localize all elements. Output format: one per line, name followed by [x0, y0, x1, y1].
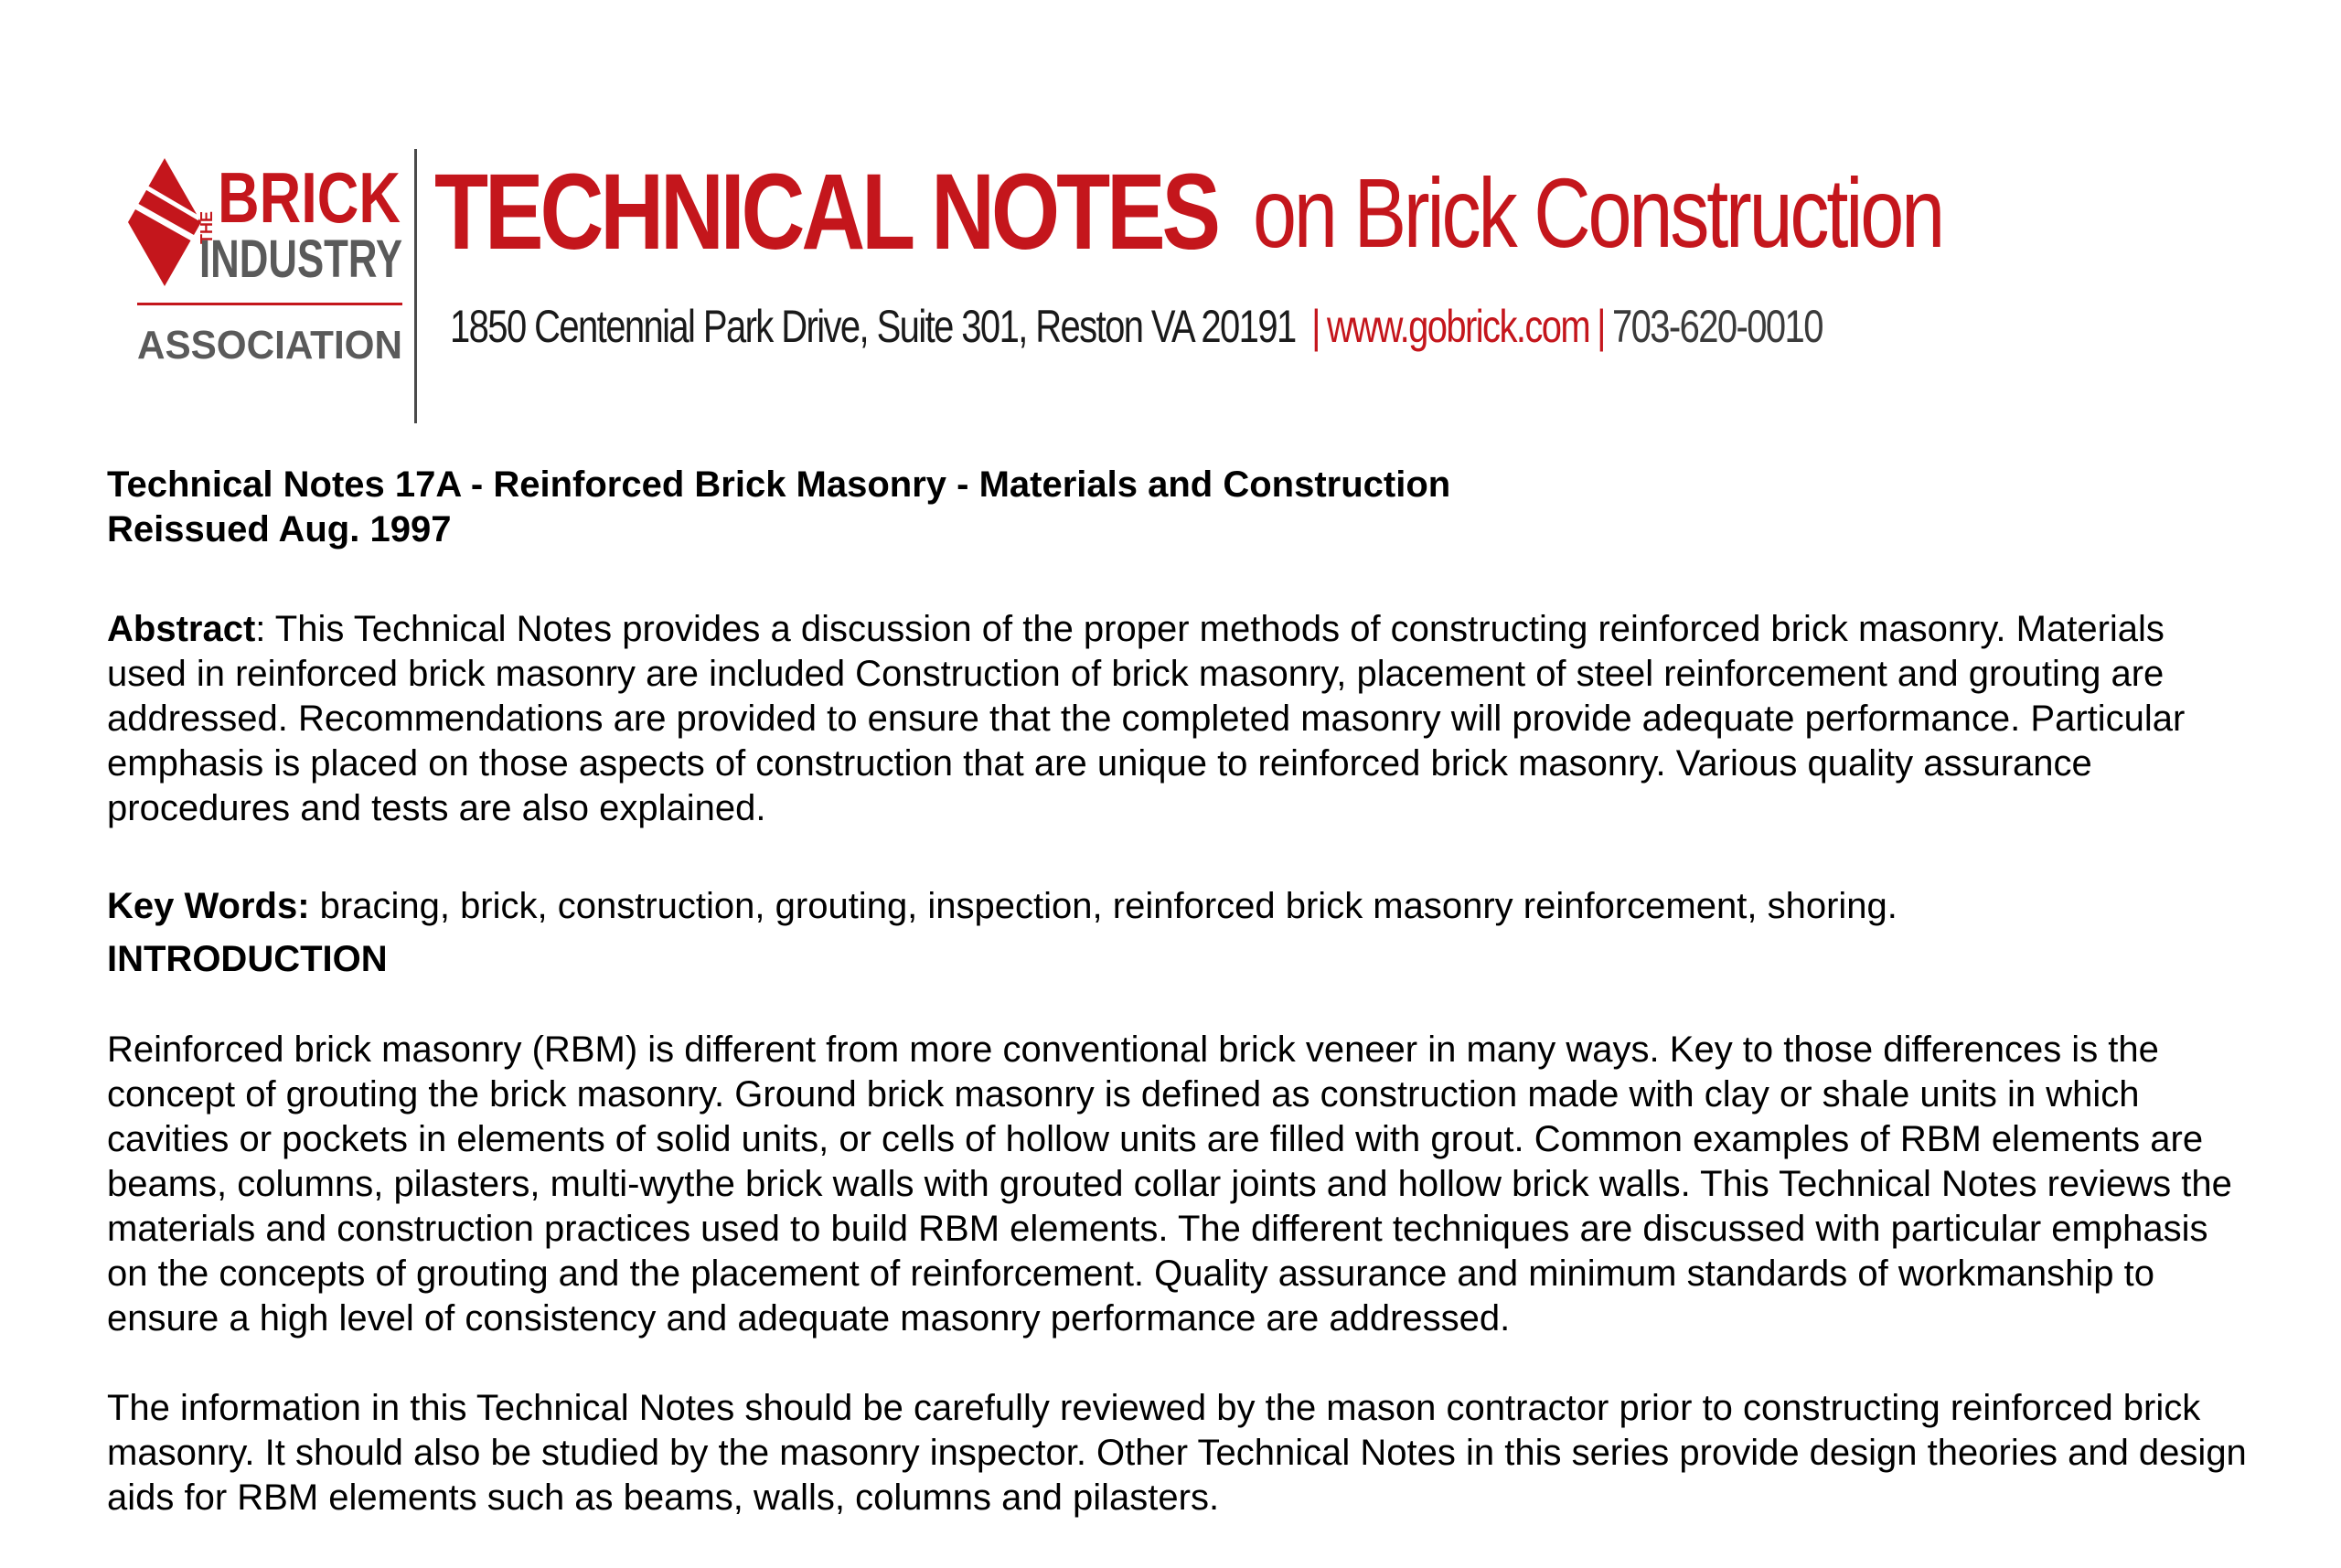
letterhead [119, 142, 1942, 425]
document-title-block [107, 463, 2247, 552]
bia-logo [119, 142, 412, 379]
headline-technical-notes: TECHNICAL NOTES [434, 152, 1217, 272]
contact-address: 1850 Centennial Park Drive, Suite 301, Reston VA 20191 [450, 301, 1296, 352]
letterhead-headline [434, 152, 1942, 272]
abstract-paragraph [107, 607, 2247, 831]
keywords-text: bracing, brick, construction, grouting, inspection, reinforced brick masonry reinforcement, shoring. [309, 886, 1897, 926]
logo-industry-text: INDUSTRY [199, 229, 402, 289]
abstract-label: Abstract [107, 609, 256, 649]
abstract-text: : This Technical Notes provides a discussion of the proper methods of constructing reinforced brick masonry. Materials used in reinforced brick masonry are included Construction of brick masonry, placement of steel reinforcement and grouting are addressed. Recommendations are provided to ensure that the completed masonry will provide adequate performance. Particular emphasis is placed on those aspects of construction that are unique to reinforced brick masonry. Various quality assurance procedures and tests are also explained. [107, 609, 2186, 828]
document-title: Technical Notes 17A - Reinforced Brick Masonry - Materials and Construction [107, 464, 1451, 505]
introduction-paragraph-2: The information in this Technical Notes should be carefully reviewed by the mason contractor prior to constructing reinforced brick masonry. It should also be studied by the masonry inspector. Other Technical Notes in this series provide design theories and design aids for RBM elements such as beams, walls, columns and pilasters. [107, 1388, 2247, 1518]
logo-brick-text: BRICK [218, 157, 401, 238]
keywords-paragraph [107, 884, 2247, 929]
document-body [107, 463, 2247, 1520]
headline-on-brick-construction: on Brick Construction [1253, 157, 1942, 268]
introduction-heading: INTRODUCTION [107, 939, 388, 979]
letterhead-contact-line [450, 301, 1823, 352]
letterhead-divider [414, 149, 417, 423]
keywords-label: Key Words: [107, 886, 310, 926]
logo-rule [137, 303, 402, 305]
contact-separator: | [1597, 301, 1605, 352]
contact-website-link[interactable]: www.gobrick.com [1326, 301, 1590, 352]
contact-separator: | [1311, 301, 1320, 352]
contact-phone: 703-620-0010 [1611, 301, 1823, 352]
logo-the-text: THE [198, 211, 216, 244]
logo-association-text: ASSOCIATION [137, 323, 402, 368]
introduction-paragraph-1: Reinforced brick masonry (RBM) is different from more conventional brick veneer in many ways. Key to those differences is the concept of grouting the brick masonry. Ground brick masonry is defined as construction made with clay or shale units in which cavities or pockets in elements of solid units, or cells of hollow units are filled with grout. Common examples of RBM elements are beams, columns, pilasters, multi-wythe brick walls with grouted collar joints and hollow brick walls. This Technical Notes reviews the materials and construction practices used to build RBM elements. The different techniques are discussed with particular emphasis on the concepts of grouting and the placement of reinforcement. Quality assurance and minimum standards of workmanship to ensure a high level of consistency and adequate masonry performance are addressed. [107, 1029, 2232, 1339]
bia-logo-graphic [119, 142, 412, 379]
document-reissued-date: Reissued Aug. 1997 [107, 509, 452, 549]
